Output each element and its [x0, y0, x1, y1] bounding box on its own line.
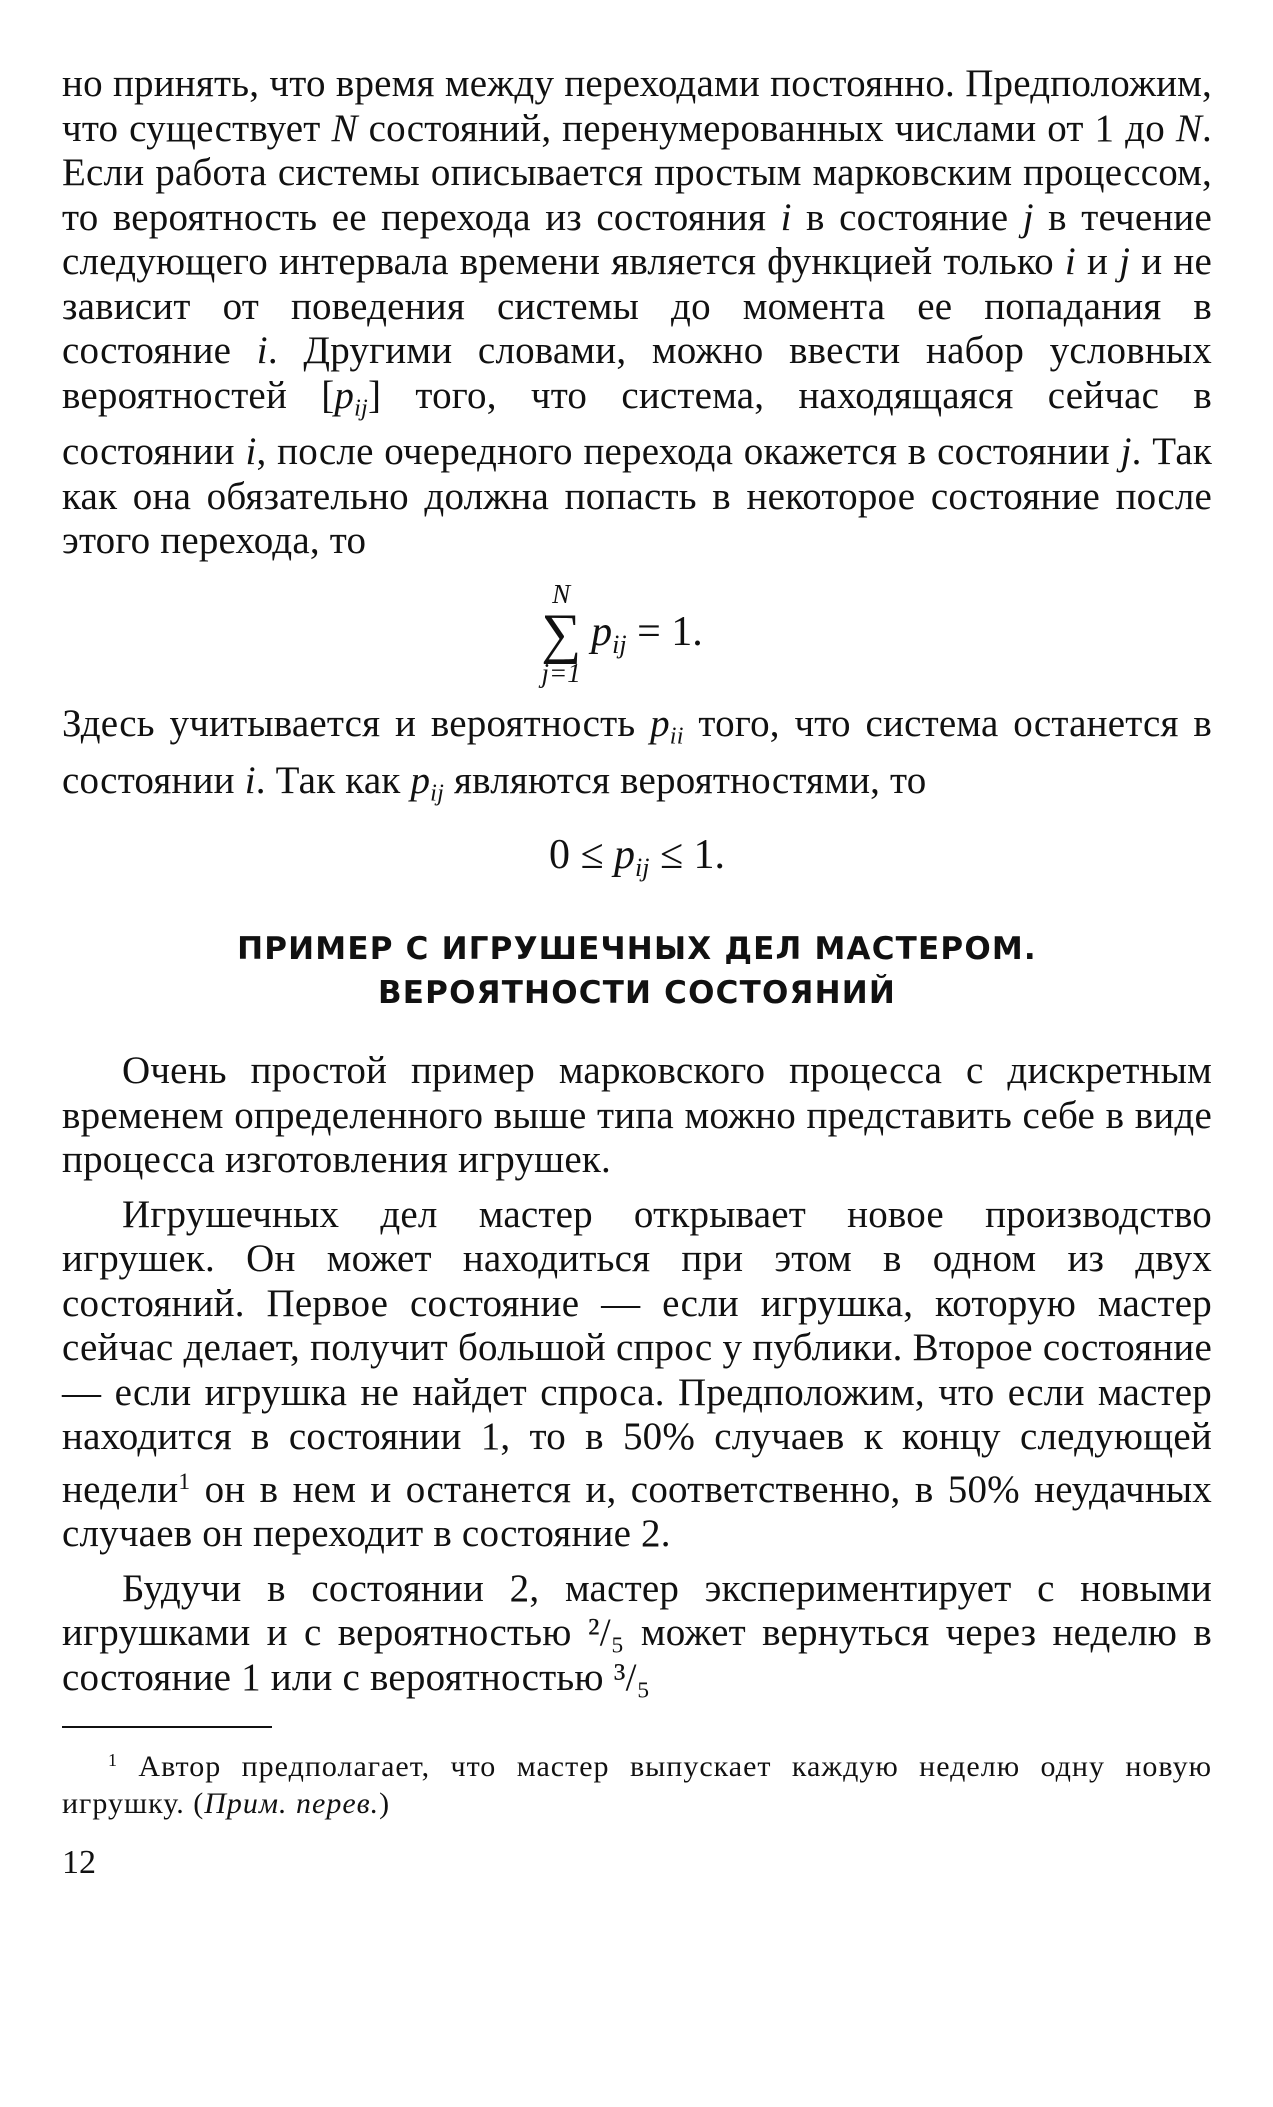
footnote-mark: 1: [108, 1750, 118, 1771]
formula-probability-bounds: $0 \le p_{ij} \le 1$.: [548, 832, 726, 883]
sum-body: $p_{ij} = 1$.: [591, 608, 703, 659]
paragraph-state-two: Будучи в состоянии 2, мастер экспериментирует с новыми игрушками и с вероятностью ²/₅ может вернуться через неделю в состояние 1 или с вероятностью ³/₅: [62, 1566, 1212, 1699]
book-page: [62, 62, 1212, 1882]
paragraph-pii-probability: Здесь учитывается и вероятность $p_{ii}$ того, что система останется в состоянии i. Так как $p_{ij}$ являются вероятностями, то: [62, 701, 1212, 806]
page-number: 12: [62, 1844, 96, 1881]
section-heading-line-2: ВЕРОЯТНОСТИ СОСТОЯНИЙ: [377, 975, 897, 1012]
paragraph-toy-maker-states: Игрушечных дел мастер открывает новое производство игрушек. Он может находиться при этом в одном из двух состояний. Первое состояние — если игрушка, которую мастер сейчас делает, получит большой спрос у публики. Второе состояние — если игрушка не найдет спроса. Предположим, что если мастер находится в состоянии 1, то в 50% случаев к концу следующей недели$^1$ он в нем и останется и, соответственно, в 50% неудачных случаев он переходит в состояние 2.: [62, 1192, 1212, 1556]
footnote-divider: [62, 1726, 272, 1728]
fraction-two-fifths: ²/₅: [587, 1611, 625, 1655]
fraction-three-fifths: ³/₅: [613, 1655, 651, 1699]
paragraph-markov-intro: но принять, что время между переходами постоянно. Предположим, что существует N состояний, перенумерованных числами от 1 до N. Если работа системы описывается простым марковским процессом, то вероятность ее перехода из состояния i в состояние j в течение следующего интервала времени является функцией только i и j и не зависит от поведения системы до момента ее попадания в состояние i. Другими словами, можно ввести набор условных вероятностей $[p_{ij}]$ того, что система, находящаяся сейчас в состоянии i, после очередного перехода окажется в состоянии j. Так как она обязательно должна попасть в некоторое состояние после этого перехода, то: [62, 62, 1212, 563]
sum-upper-limit: N: [552, 578, 571, 609]
sigma-operator: [541, 578, 582, 688]
sigma-symbol: ∑: [541, 602, 582, 665]
footnote: $^1$ Автор предполагает, что мастер выпускает каждую неделю одну новую игрушку. (Прим. перев.): [62, 1750, 1212, 1820]
formula-sum-equals-one: [62, 574, 1212, 694]
footnote-reference: 1: [178, 1468, 191, 1495]
section-heading: [62, 927, 1212, 1015]
section-heading-line-1: ПРИМЕР С ИГРУШЕЧНЫХ ДЕЛ МАСТЕРОМ.: [237, 931, 1037, 968]
sum-lower-limit: j=1: [541, 657, 581, 688]
paragraph-toy-example-intro: Очень простой пример марковского процесса с дискретным временем определенного выше типа можно представить себе в виде процесса изготовления игрушек.: [62, 1049, 1212, 1182]
